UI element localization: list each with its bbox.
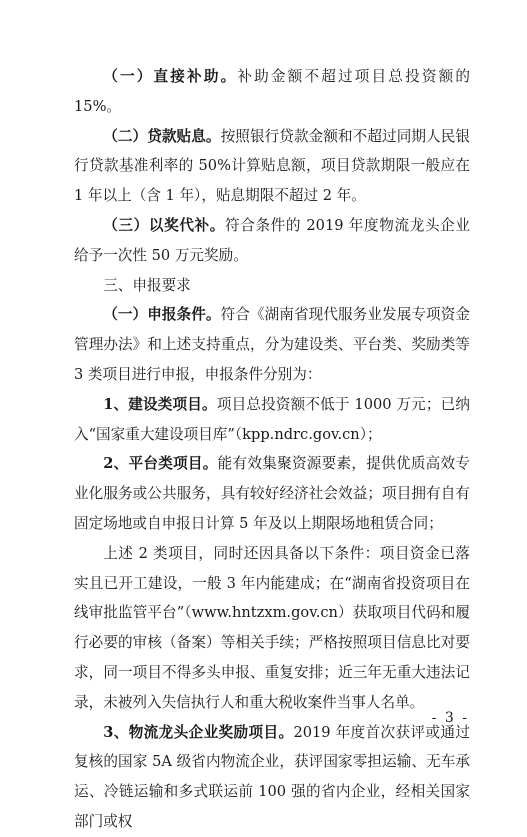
text-loan-interest: 按照银行贷款金额和不超过同期人民银行贷款基准利率的 50%计算贴息额，项目贷款期限一般应在 1 年以上（含 1 年），贴息期限不超过 2 年。 [74, 127, 470, 205]
paragraph-platform-projects [74, 449, 470, 538]
text-platform-projects: 能有效集聚资源要素，提供优质高效专业化服务或公共服务，具有较好经济社会效益；项目拥有自有固定场地或自申报日计算 5 年及以上期限场地租赁合同； [74, 455, 470, 532]
heading-loan-interest: （二）贷款贴息。 [103, 127, 221, 145]
text-logistics-award: 2019 年度首次获评或通过复核的国家 5A 级省内物流企业，获评国家零担运输、无车承运、冷链运输和多式联运前 100 强的省内企业，经相关国家部门或权 [74, 723, 470, 830]
heading-platform-projects: 2、平台类项目。 [103, 455, 218, 473]
paragraph-additional-conditions [74, 539, 470, 718]
text-direct-subsidy: 补助金额不超过项目总投资额的 15%。 [74, 68, 470, 115]
heading-award-subsidy: （三）以奖代补。 [103, 216, 225, 234]
paragraph-award-subsidy [74, 211, 470, 271]
document-body [74, 62, 470, 837]
page-number: - 3 - [431, 710, 469, 726]
heading-conditions: （一）申报条件。 [103, 306, 221, 324]
text-award-subsidy: 符合条件的 2019 年度物流龙头企业给予一次性 50 万元奖励。 [74, 216, 470, 264]
paragraph-conditions [74, 300, 470, 389]
heading-logistics-award: 3、物流龙头企业奖励项目。 [103, 723, 294, 741]
text-construction-projects: 项目总投资额不低于 1000 万元；已纳入“国家重大建设项目库”（kpp.ndrc.gov.cn）； [74, 395, 471, 443]
paragraph-logistics-award [74, 718, 470, 837]
section-heading-requirements [74, 271, 470, 301]
paragraph-construction-projects [74, 390, 470, 450]
paragraph-direct-subsidy [74, 62, 470, 122]
text-additional-conditions: 上述 2 类项目，同时还因具备以下条件：项目资金已落实且已开工建设，一般 3 年内能建成；在“湖南省投资项目在线审批监管平台”（www.hntzxm.gov.cn）获取项目代码和履行必要的审核（备案）等相关手续；严格按照项目信息比对要求，同一项目不得多头申报、重复安排；近三年无重大违法记录，未被列入失信执行人和重大税收案件当事人名单。 [74, 544, 470, 711]
text-conditions: 符合《湖南省现代服务业发展专项资金管理办法》和上述支持重点，分为建设类、平台类、奖励类等 3 类项目进行申报，申报条件分别为： [74, 306, 470, 383]
heading-direct-subsidy: （一）直接补助。 [103, 68, 238, 85]
paragraph-loan-interest [74, 122, 470, 211]
section-heading-requirements-text: 三、申报要求 [103, 276, 191, 294]
heading-construction-projects: 1、建设类项目。 [103, 395, 217, 413]
